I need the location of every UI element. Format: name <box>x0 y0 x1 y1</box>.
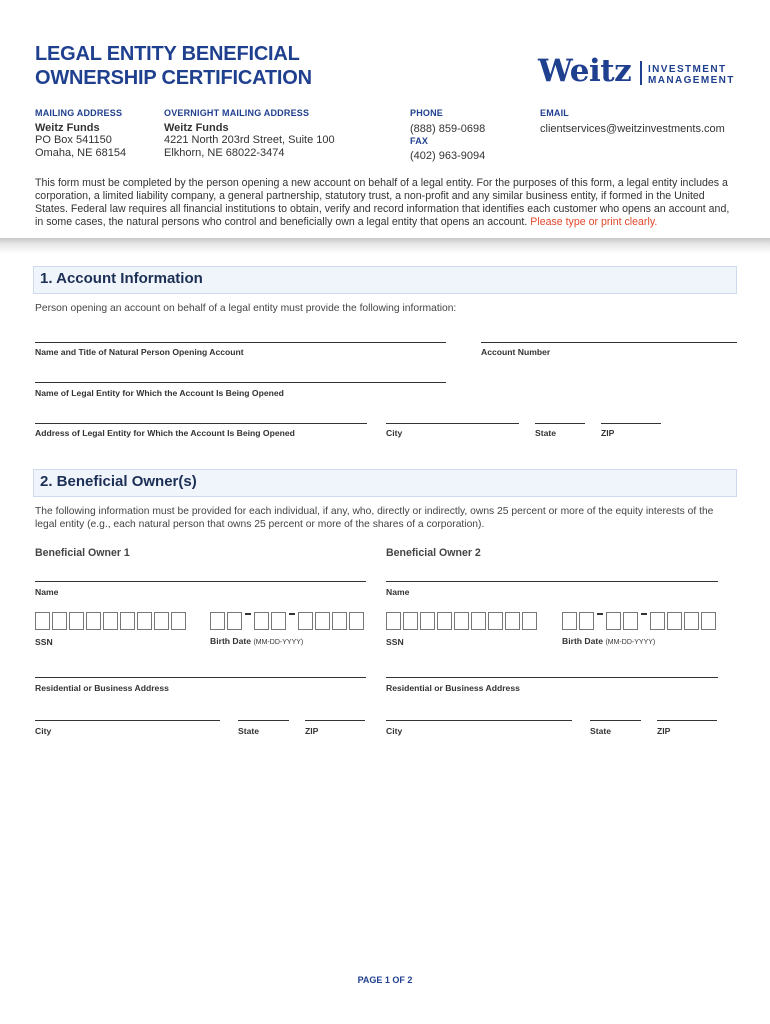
ssn-digit-box[interactable] <box>505 612 520 630</box>
logo-sub-line2: MANAGEMENT <box>648 75 735 86</box>
owner-2-city-field[interactable] <box>386 720 572 721</box>
ssn-digit-box[interactable] <box>386 612 401 630</box>
form-title-line1: LEGAL ENTITY BENEFICIAL <box>35 43 300 65</box>
date-digit-box[interactable] <box>606 612 621 630</box>
date-digit-box[interactable] <box>579 612 594 630</box>
mailing-address-block <box>35 108 126 160</box>
owner-1-zip-field[interactable] <box>305 720 365 721</box>
overnight-address-label: OVERNIGHT MAILING ADDRESS <box>164 108 310 118</box>
owner-2-birthdate-format: (MM-DD-YYYY) <box>605 639 656 646</box>
logo-wordmark: Weitz <box>538 53 632 89</box>
entity-state-label: State <box>535 428 557 438</box>
intro-text: This form must be completed by the person opening a new account on behalf of a legal entity. For the purposes of this form, a legal entity includes a corporation, a limited liability company, a general partnership, statutory trust, a non-profit and any similar business entity, if formed in the United States. Federal law requires all financial institutions to obtain, verify and record information that identifies each customer who opens an account and, in some cases, the natural persons who control and beneficially own a legal entity that opens an account. <box>35 177 730 228</box>
entity-zip-label: ZIP <box>601 428 615 438</box>
ssn-digit-box[interactable] <box>420 612 435 630</box>
owner-1-ssn-label: SSN <box>35 637 53 647</box>
fax-label: FAX <box>410 136 429 146</box>
owner-2-birthdate-boxes[interactable] <box>562 612 718 630</box>
section-2-title: 2. Beneficial Owner(s) <box>40 473 197 490</box>
owner-2-address-field[interactable] <box>386 677 718 678</box>
overnight-name: Weitz Funds <box>164 122 229 134</box>
ssn-digit-box[interactable] <box>171 612 186 630</box>
owner-2-state-label: State <box>590 726 612 736</box>
ssn-digit-box[interactable] <box>154 612 169 630</box>
ssn-digit-box[interactable] <box>69 612 84 630</box>
owner-1-name-label: Name <box>35 587 59 597</box>
date-digit-box[interactable] <box>298 612 313 630</box>
owner-1-city-label: City <box>35 726 52 736</box>
overnight-line1: 4221 North 203rd Street, Suite 100 <box>164 134 335 146</box>
date-digit-box[interactable] <box>227 612 242 630</box>
owner-1-ssn-boxes[interactable] <box>35 612 188 630</box>
date-digit-box[interactable] <box>623 612 638 630</box>
ssn-digit-box[interactable] <box>471 612 486 630</box>
entity-address-field[interactable] <box>35 423 367 424</box>
logo-divider <box>640 61 642 85</box>
owner-1-address-field[interactable] <box>35 677 366 678</box>
name-title-field[interactable] <box>35 342 446 343</box>
email-link[interactable]: clientservices@weitzinvestments.com <box>540 123 725 135</box>
section-2-description: The following information must be provided for each individual, if any, who, directly or indirectly, owns 25 percent or more of the equity interests of the legal entity (e.g., each natural person that owns 25 percent or more of the shares of a corporation). <box>35 506 714 530</box>
owner-1-birthdate-boxes[interactable] <box>210 612 366 630</box>
section-beneficial-owners <box>33 469 737 497</box>
email-label: EMAIL <box>540 108 569 118</box>
date-digit-box[interactable] <box>210 612 225 630</box>
date-digit-box[interactable] <box>349 612 364 630</box>
ssn-digit-box[interactable] <box>437 612 452 630</box>
fax-number: (402) 963-9094 <box>410 150 486 162</box>
owner-2-header: Beneficial Owner 2 <box>386 547 481 559</box>
ssn-digit-box[interactable] <box>52 612 67 630</box>
header-divider <box>0 238 770 254</box>
date-separator <box>289 613 295 615</box>
ssn-digit-box[interactable] <box>137 612 152 630</box>
owner-1-address-label: Residential or Business Address <box>35 683 169 693</box>
entity-name-field[interactable] <box>35 382 446 383</box>
intro-emphasis: Please type or print clearly. <box>530 216 658 228</box>
date-digit-box[interactable] <box>701 612 716 630</box>
owner-1-birthdate-text: Birth Date <box>210 636 252 646</box>
ssn-digit-box[interactable] <box>86 612 101 630</box>
date-digit-box[interactable] <box>271 612 286 630</box>
logo-subtitle <box>648 64 748 86</box>
owner-2-zip-field[interactable] <box>657 720 717 721</box>
entity-zip-field[interactable] <box>601 423 661 424</box>
owner-2-birthdate-label <box>562 636 655 646</box>
ssn-digit-box[interactable] <box>35 612 50 630</box>
page-number: PAGE 1 OF 2 <box>357 975 413 985</box>
owner-2-address-label: Residential or Business Address <box>386 683 520 693</box>
date-digit-box[interactable] <box>650 612 665 630</box>
ssn-digit-box[interactable] <box>120 612 135 630</box>
email-block <box>540 108 725 136</box>
owner-2-name-label: Name <box>386 587 410 597</box>
ssn-digit-box[interactable] <box>403 612 418 630</box>
date-separator <box>641 613 647 615</box>
ssn-digit-box[interactable] <box>454 612 469 630</box>
mailing-line2: Omaha, NE 68154 <box>35 147 127 159</box>
entity-address-label: Address of Legal Entity for Which the Account Is Being Opened <box>35 428 295 438</box>
owner-1-name-field[interactable] <box>35 581 366 582</box>
owner-2-state-field[interactable] <box>590 720 641 721</box>
ssn-digit-box[interactable] <box>488 612 503 630</box>
date-separator <box>597 613 603 615</box>
date-digit-box[interactable] <box>667 612 682 630</box>
owner-1-zip-label: ZIP <box>305 726 319 736</box>
date-digit-box[interactable] <box>332 612 347 630</box>
owner-1-birthdate-label <box>210 636 303 646</box>
overnight-line2: Elkhorn, NE 68022-3474 <box>164 147 285 159</box>
owner-2-birthdate-text: Birth Date <box>562 636 604 646</box>
ssn-digit-box[interactable] <box>522 612 537 630</box>
mailing-line1: PO Box 541150 <box>35 134 112 146</box>
owner-2-zip-label: ZIP <box>657 726 671 736</box>
owner-1-state-field[interactable] <box>238 720 289 721</box>
owner-1-header: Beneficial Owner 1 <box>35 547 130 559</box>
owner-2-ssn-boxes[interactable] <box>386 612 539 630</box>
owner-1-state-label: State <box>238 726 260 736</box>
entity-city-field[interactable] <box>386 423 519 424</box>
date-digit-box[interactable] <box>254 612 269 630</box>
owner-2-city-label: City <box>386 726 403 736</box>
name-title-label: Name and Title of Natural Person Opening Account <box>35 347 244 357</box>
mailing-name: Weitz Funds <box>35 122 100 134</box>
entity-name-label: Name of Legal Entity for Which the Account Is Being Opened <box>35 388 284 398</box>
section-1-title: 1. Account Information <box>40 270 203 287</box>
phone-block <box>410 108 485 163</box>
owner-2-name-field[interactable] <box>386 581 718 582</box>
account-number-field[interactable] <box>481 342 737 343</box>
ssn-digit-box[interactable] <box>103 612 118 630</box>
account-number-label: Account Number <box>481 347 551 357</box>
date-digit-box[interactable] <box>315 612 330 630</box>
date-digit-box[interactable] <box>684 612 699 630</box>
owner-1-city-field[interactable] <box>35 720 220 721</box>
date-digit-box[interactable] <box>562 612 577 630</box>
intro-paragraph <box>35 177 735 229</box>
phone-number[interactable]: (888) 859-0698 <box>410 123 486 135</box>
form-title-line2: OWNERSHIP CERTIFICATION <box>35 67 312 89</box>
mailing-address-label: MAILING ADDRESS <box>35 108 123 118</box>
section-account-information <box>33 266 737 294</box>
section-1-description: Person opening an account on behalf of a legal entity must provide the following information: <box>35 303 457 314</box>
form-title <box>35 42 365 90</box>
date-separator <box>245 613 251 615</box>
overnight-address-block <box>164 108 335 160</box>
entity-state-field[interactable] <box>535 423 585 424</box>
logo-sub-line1: INVESTMENT <box>648 64 727 75</box>
entity-city-label: City <box>386 428 403 438</box>
owner-2-ssn-label: SSN <box>386 637 404 647</box>
phone-label: PHONE <box>410 108 444 118</box>
owner-1-birthdate-format: (MM-DD-YYYY) <box>253 639 304 646</box>
